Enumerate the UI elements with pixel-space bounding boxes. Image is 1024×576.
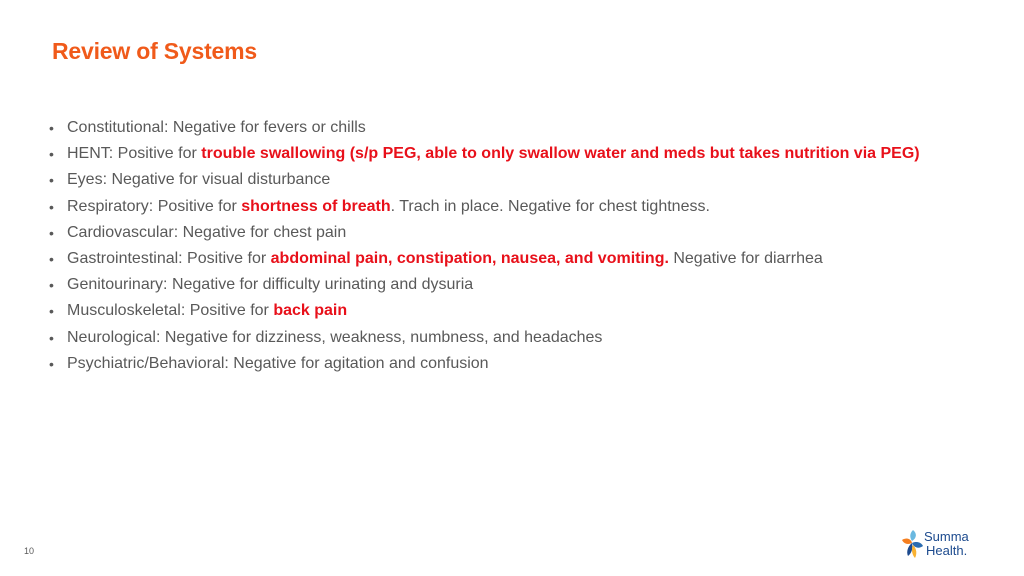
item-highlight: shortness of breath [241, 197, 391, 215]
summa-health-logo [900, 528, 990, 566]
item-highlight: trouble swallowing (s/p PEG, able to only swallow water and meds but takes nutrition via PEG) [201, 145, 920, 163]
bullet-icon: • [49, 172, 54, 189]
summa-health-logo-mark-icon [900, 528, 924, 562]
bullet-icon: • [49, 355, 54, 372]
list-item [48, 351, 920, 377]
item-text: Psychiatric/Behavioral: Negative for agitation and confusion [67, 354, 489, 372]
item-text: Neurological: Negative for dizziness, weakness, numbness, and headaches [67, 328, 603, 346]
list-item [48, 325, 920, 351]
list-item [48, 115, 920, 141]
item-text: Musculoskeletal: Positive for [67, 302, 274, 320]
item-text: Eyes: Negative for visual disturbance [67, 171, 331, 189]
bullet-icon: • [49, 277, 54, 294]
item-text: HENT: Positive for [67, 145, 202, 163]
bullet-icon: • [49, 224, 54, 241]
logo-line1: Summa [924, 529, 969, 544]
list-item [48, 298, 920, 324]
bullet-icon: • [49, 146, 54, 163]
bullet-icon: • [49, 303, 54, 320]
list-item [48, 220, 920, 246]
review-of-systems-list [48, 115, 920, 377]
list-item [48, 194, 920, 220]
item-suffix: . Trach in place. Negative for chest tightness. [390, 197, 710, 215]
item-text: Gastrointestinal: Positive for [67, 249, 271, 267]
item-text: Respiratory: Positive for [67, 197, 242, 215]
slide-title: Review of Systems [52, 38, 257, 64]
bullet-icon: • [49, 120, 54, 136]
list-item [48, 246, 920, 272]
item-text: Cardiovascular: Negative for chest pain [67, 223, 347, 241]
bullet-icon: • [49, 250, 54, 267]
list-item [48, 167, 920, 193]
bullet-icon: • [49, 198, 54, 215]
item-suffix: Negative for diarrhea [668, 249, 823, 267]
logo-line2: Health. [926, 543, 968, 558]
list-item [48, 141, 920, 167]
list-item [48, 272, 920, 298]
item-highlight: abdominal pain, constipation, nausea, and vomiting. [270, 249, 669, 267]
logo-text [924, 530, 969, 558]
page-number: 10 [24, 546, 35, 556]
item-highlight: back pain [273, 302, 348, 320]
bullet-icon: • [49, 329, 54, 346]
item-text: Genitourinary: Negative for difficulty urinating and dysuria [67, 276, 474, 294]
item-text: Constitutional: Negative for fevers or chills [67, 119, 366, 136]
